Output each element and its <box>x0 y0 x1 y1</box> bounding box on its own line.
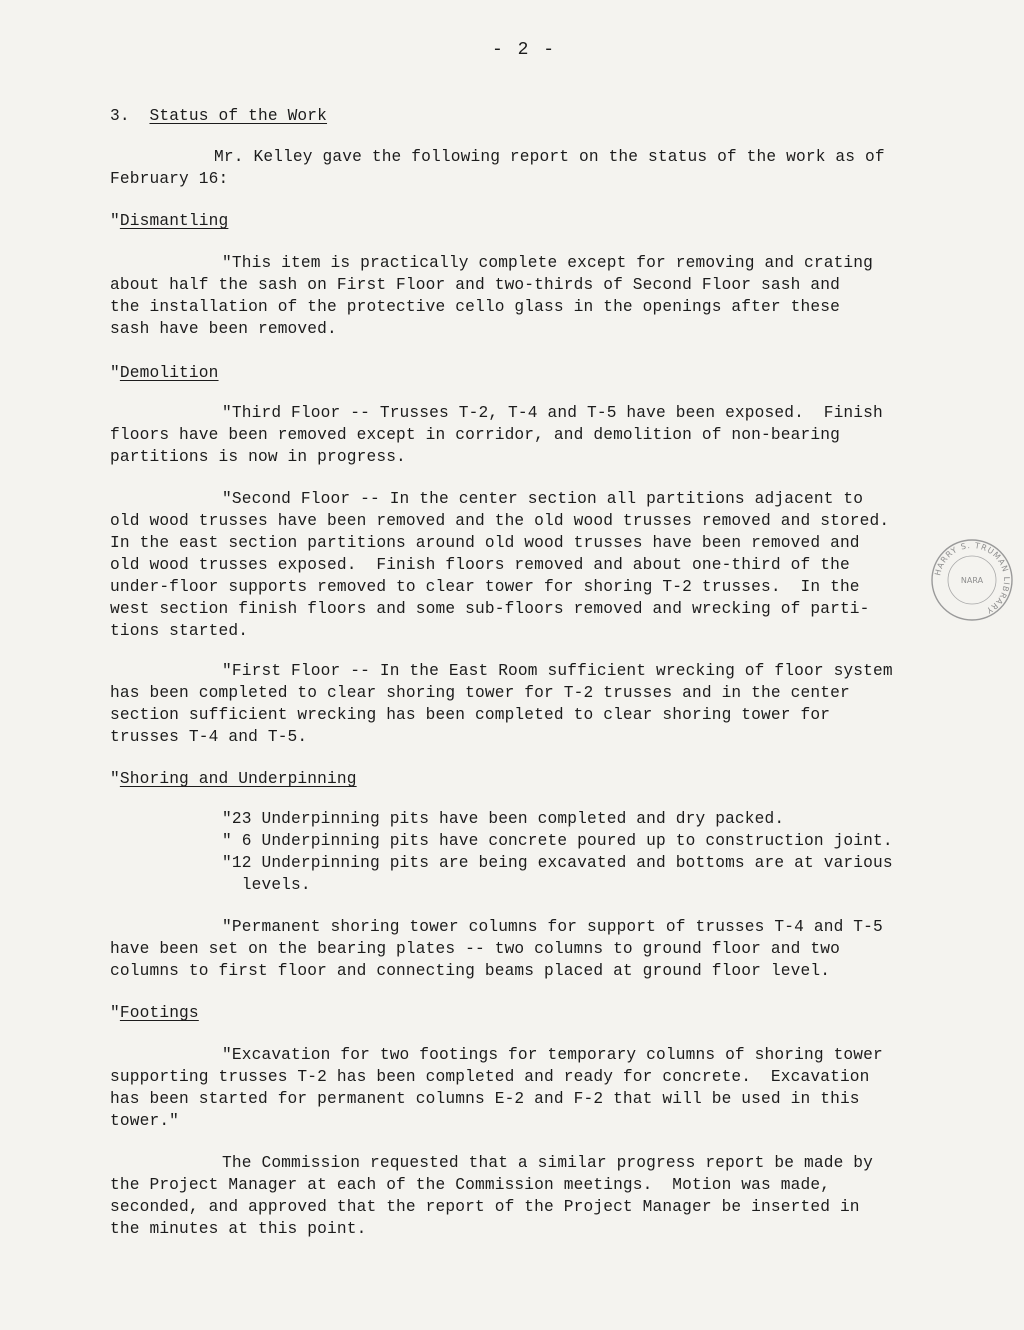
pits-line-2: " 6 Underpinning pits have concrete poured up to construction joint. <box>222 832 893 850</box>
closing-line-2: the Project Manager at each of the Commission meetings. Motion was made, <box>110 1176 831 1194</box>
second-floor-line-6: west section finish floors and some sub-floors removed and wrecking of parti- <box>110 600 870 618</box>
first-floor-line-1: "First Floor -- In the East Room sufficient wrecking of floor system <box>222 662 893 680</box>
permanent-line-2: have been set on the bearing plates -- two columns to ground floor and two <box>110 940 840 958</box>
pits-line-4: levels. <box>222 876 311 894</box>
second-floor-line-2: old wood trusses have been removed and the old wood trusses removed and stored. <box>110 512 890 530</box>
svg-text:HARRY S. TRUMAN LIBRARY: HARRY S. TRUMAN LIBRARY <box>933 540 1012 616</box>
first-floor-line-2: has been completed to clear shoring tower for T-2 trusses and in the center <box>110 684 850 702</box>
first-floor-line-4: trusses T-4 and T-5. <box>110 728 308 746</box>
third-floor-line-1: "Third Floor -- Trusses T-2, T-4 and T-5 have been exposed. Finish <box>222 404 883 422</box>
second-floor-line-4: old wood trusses exposed. Finish floors removed and about one-third of the <box>110 556 850 574</box>
intro-line-1: Mr. Kelley gave the following report on the status of the work as of <box>214 148 885 166</box>
footings-line-3: has been started for permanent columns E-2 and F-2 that will be used in this <box>110 1090 860 1108</box>
page-number: - 2 - <box>492 40 557 60</box>
footings-line-4: tower." <box>110 1112 180 1130</box>
second-floor-line-3: In the east section partitions around old wood trusses have been removed and <box>110 534 860 552</box>
second-floor-line-1: "Second Floor -- In the center section all partitions adjacent to <box>222 490 864 508</box>
dismantling-line-1: "This item is practically complete except for removing and crating <box>222 254 874 272</box>
third-floor-line-3: partitions is now in progress. <box>110 448 406 466</box>
permanent-line-1: "Permanent shoring tower columns for support of trusses T-4 and T-5 <box>222 918 883 936</box>
section-number: 3. <box>110 107 130 125</box>
first-floor-line-3: section sufficient wrecking has been completed to clear shoring tower for <box>110 706 831 724</box>
svg-text:NARA: NARA <box>960 576 984 585</box>
archive-stamp <box>928 536 1016 624</box>
permanent-line-3: columns to first floor and connecting beams placed at ground floor level. <box>110 962 831 980</box>
closing-line-4: the minutes at this point. <box>110 1220 367 1238</box>
demolition-heading: "Demolition <box>110 364 219 382</box>
closing-line-3: seconded, and approved that the report of the Project Manager be inserted in <box>110 1198 860 1216</box>
third-floor-line-2: floors have been removed except in corridor, and demolition of non-bearing <box>110 426 840 444</box>
dismantling-line-3: the installation of the protective cello glass in the openings after these <box>110 298 840 316</box>
intro-line-2: February 16: <box>110 170 229 188</box>
dismantling-heading: "Dismantling <box>110 212 229 230</box>
pits-line-1: "23 Underpinning pits have been completed and dry packed. <box>222 810 785 828</box>
pits-line-3: "12 Underpinning pits are being excavated and bottoms are at various <box>222 854 893 872</box>
dismantling-line-4: sash have been removed. <box>110 320 337 338</box>
section-heading <box>110 105 327 127</box>
second-floor-line-7: tions started. <box>110 622 249 640</box>
second-floor-line-5: under-floor supports removed to clear tower for shoring T-2 trusses. In the <box>110 578 860 596</box>
dismantling-line-2: about half the sash on First Floor and two-thirds of Second Floor sash and <box>110 276 840 294</box>
shoring-heading: "Shoring and Underpinning <box>110 770 357 788</box>
library-seal-icon <box>928 536 1016 624</box>
section-title: Status of the Work <box>149 107 328 125</box>
closing-line-1: The Commission requested that a similar progress report be made by <box>222 1154 874 1172</box>
footings-line-1: "Excavation for two footings for temporary columns of shoring tower <box>222 1046 883 1064</box>
footings-heading: "Footings <box>110 1004 199 1022</box>
footings-line-2: supporting trusses T-2 has been completed and ready for concrete. Excavation <box>110 1068 870 1086</box>
